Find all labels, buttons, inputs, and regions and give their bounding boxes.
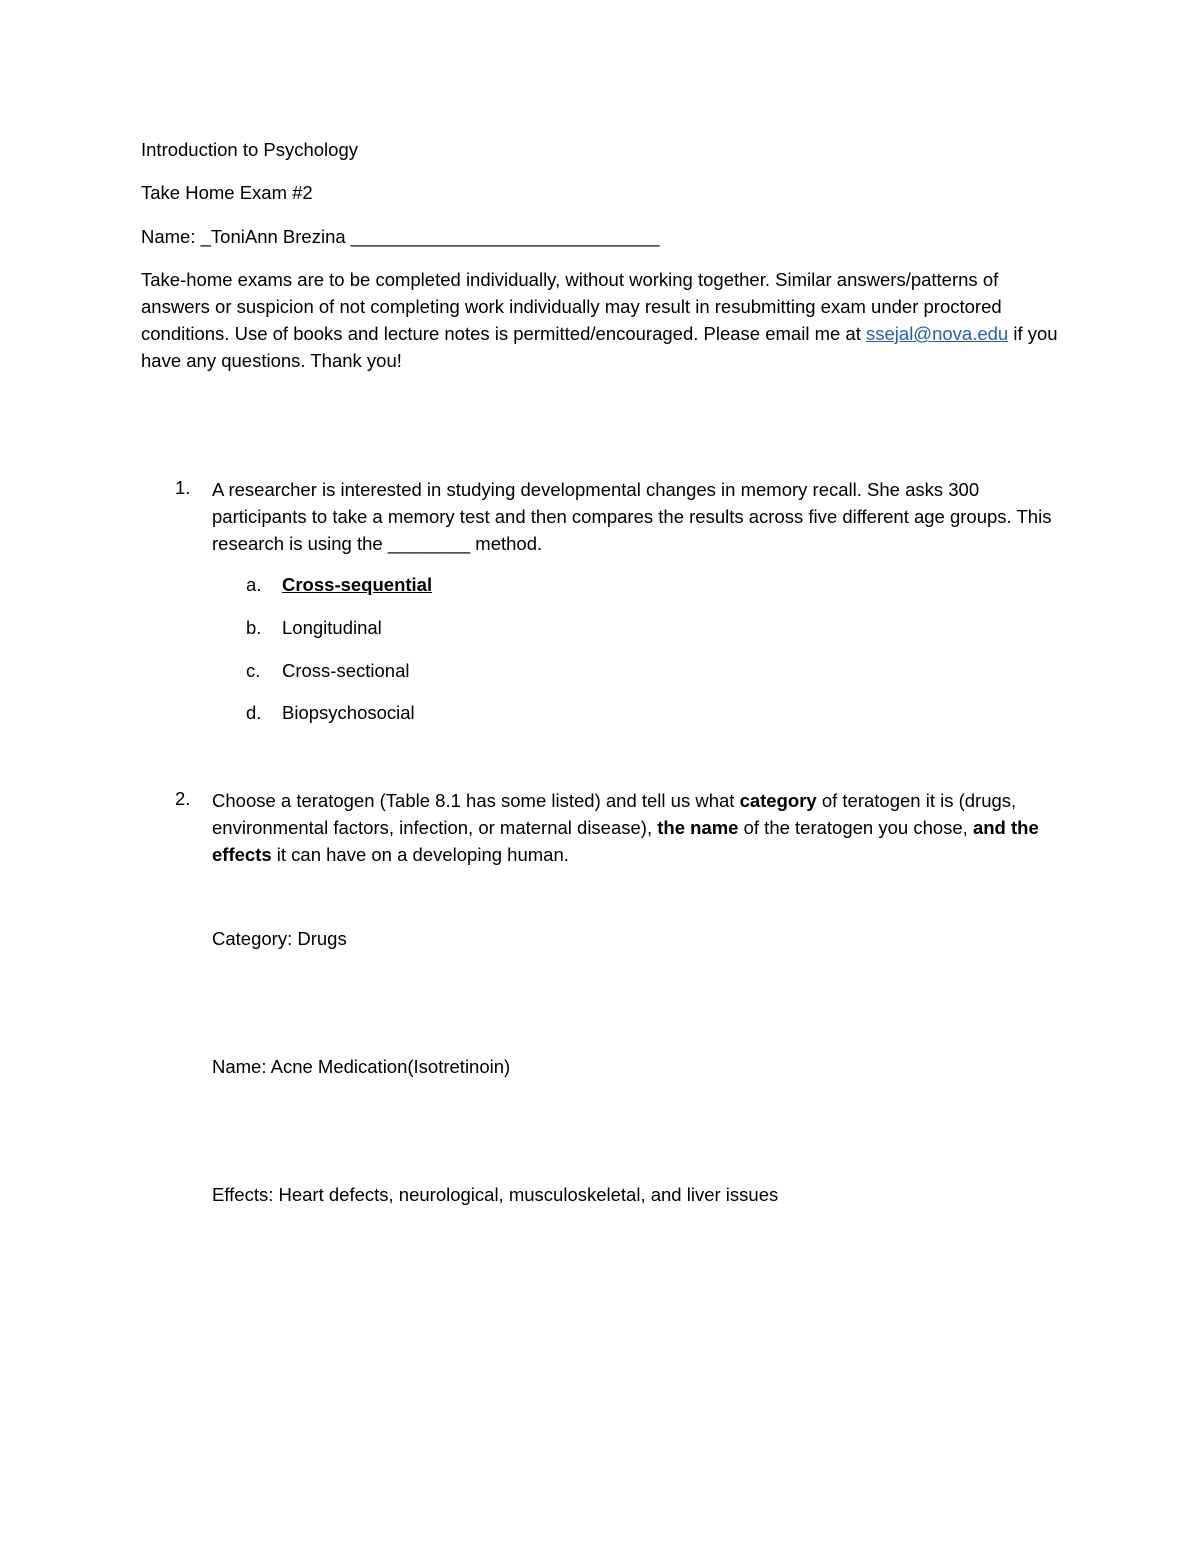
- question-2-part3: of the teratogen you chose,: [738, 817, 973, 838]
- answer-category: Category: Drugs: [212, 928, 347, 949]
- option-c: Cross-sectional: [282, 660, 410, 681]
- email-link[interactable]: ssejal@nova.edu: [866, 323, 1009, 344]
- option-b: Longitudinal: [282, 617, 382, 638]
- option-a-letter: a.: [246, 574, 262, 595]
- option-d: Biopsychosocial: [282, 702, 415, 723]
- question-2-bold-name: the name: [657, 817, 739, 838]
- question-2-part2: of teratogen it is (drugs, environmental factors, infection, or maternal disease),: [212, 790, 1017, 838]
- option-a-selected: Cross-sequential: [282, 574, 433, 595]
- name-value: _ToniAnn Brezina ______________________________: [200, 226, 660, 247]
- question-2-part4: it can have on a developing human.: [271, 844, 569, 865]
- answer-effects: Effects: Heart defects, neurological, musculoskeletal, and liver issues: [212, 1184, 779, 1205]
- question-1-text: A researcher is interested in studying developmental changes in memory recall. She asks 300 participants to take a memory test and then compares the results across five different age groups. This research is using the ________ method.: [212, 479, 1052, 554]
- exam-title: Take Home Exam #2: [141, 182, 313, 203]
- name-label: Name:: [141, 226, 196, 247]
- instructions-closing: if you have any questions. Thank you!: [141, 323, 1058, 371]
- instructions-paragraph: [141, 266, 1071, 374]
- option-c-letter: c.: [246, 660, 261, 681]
- instructions-text: Take-home exams are to be completed individually, without working together. Similar answers/patterns of answers or suspicion of not completing work individually may result in resubmitting exam under proctored conditions. Use of books and lecture notes is permitted/encouraged. Please email me at: [141, 269, 1002, 344]
- question-2-bold-category: category: [739, 790, 817, 811]
- question-2-text: [212, 787, 1072, 868]
- question-2-part1: Choose a teratogen (Table 8.1 has some listed) and tell us what: [212, 790, 740, 811]
- question-2-number: 2.: [175, 788, 191, 809]
- answer-name: Name: Acne Medication(Isotretinoin): [212, 1056, 511, 1077]
- course-title: Introduction to Psychology: [141, 139, 358, 160]
- option-b-letter: b.: [246, 617, 262, 638]
- question-1-number: 1.: [175, 477, 191, 498]
- question-2-bold-effects: and the effects: [212, 817, 1039, 865]
- option-d-letter: d.: [246, 702, 262, 723]
- student-name-line: [141, 226, 659, 248]
